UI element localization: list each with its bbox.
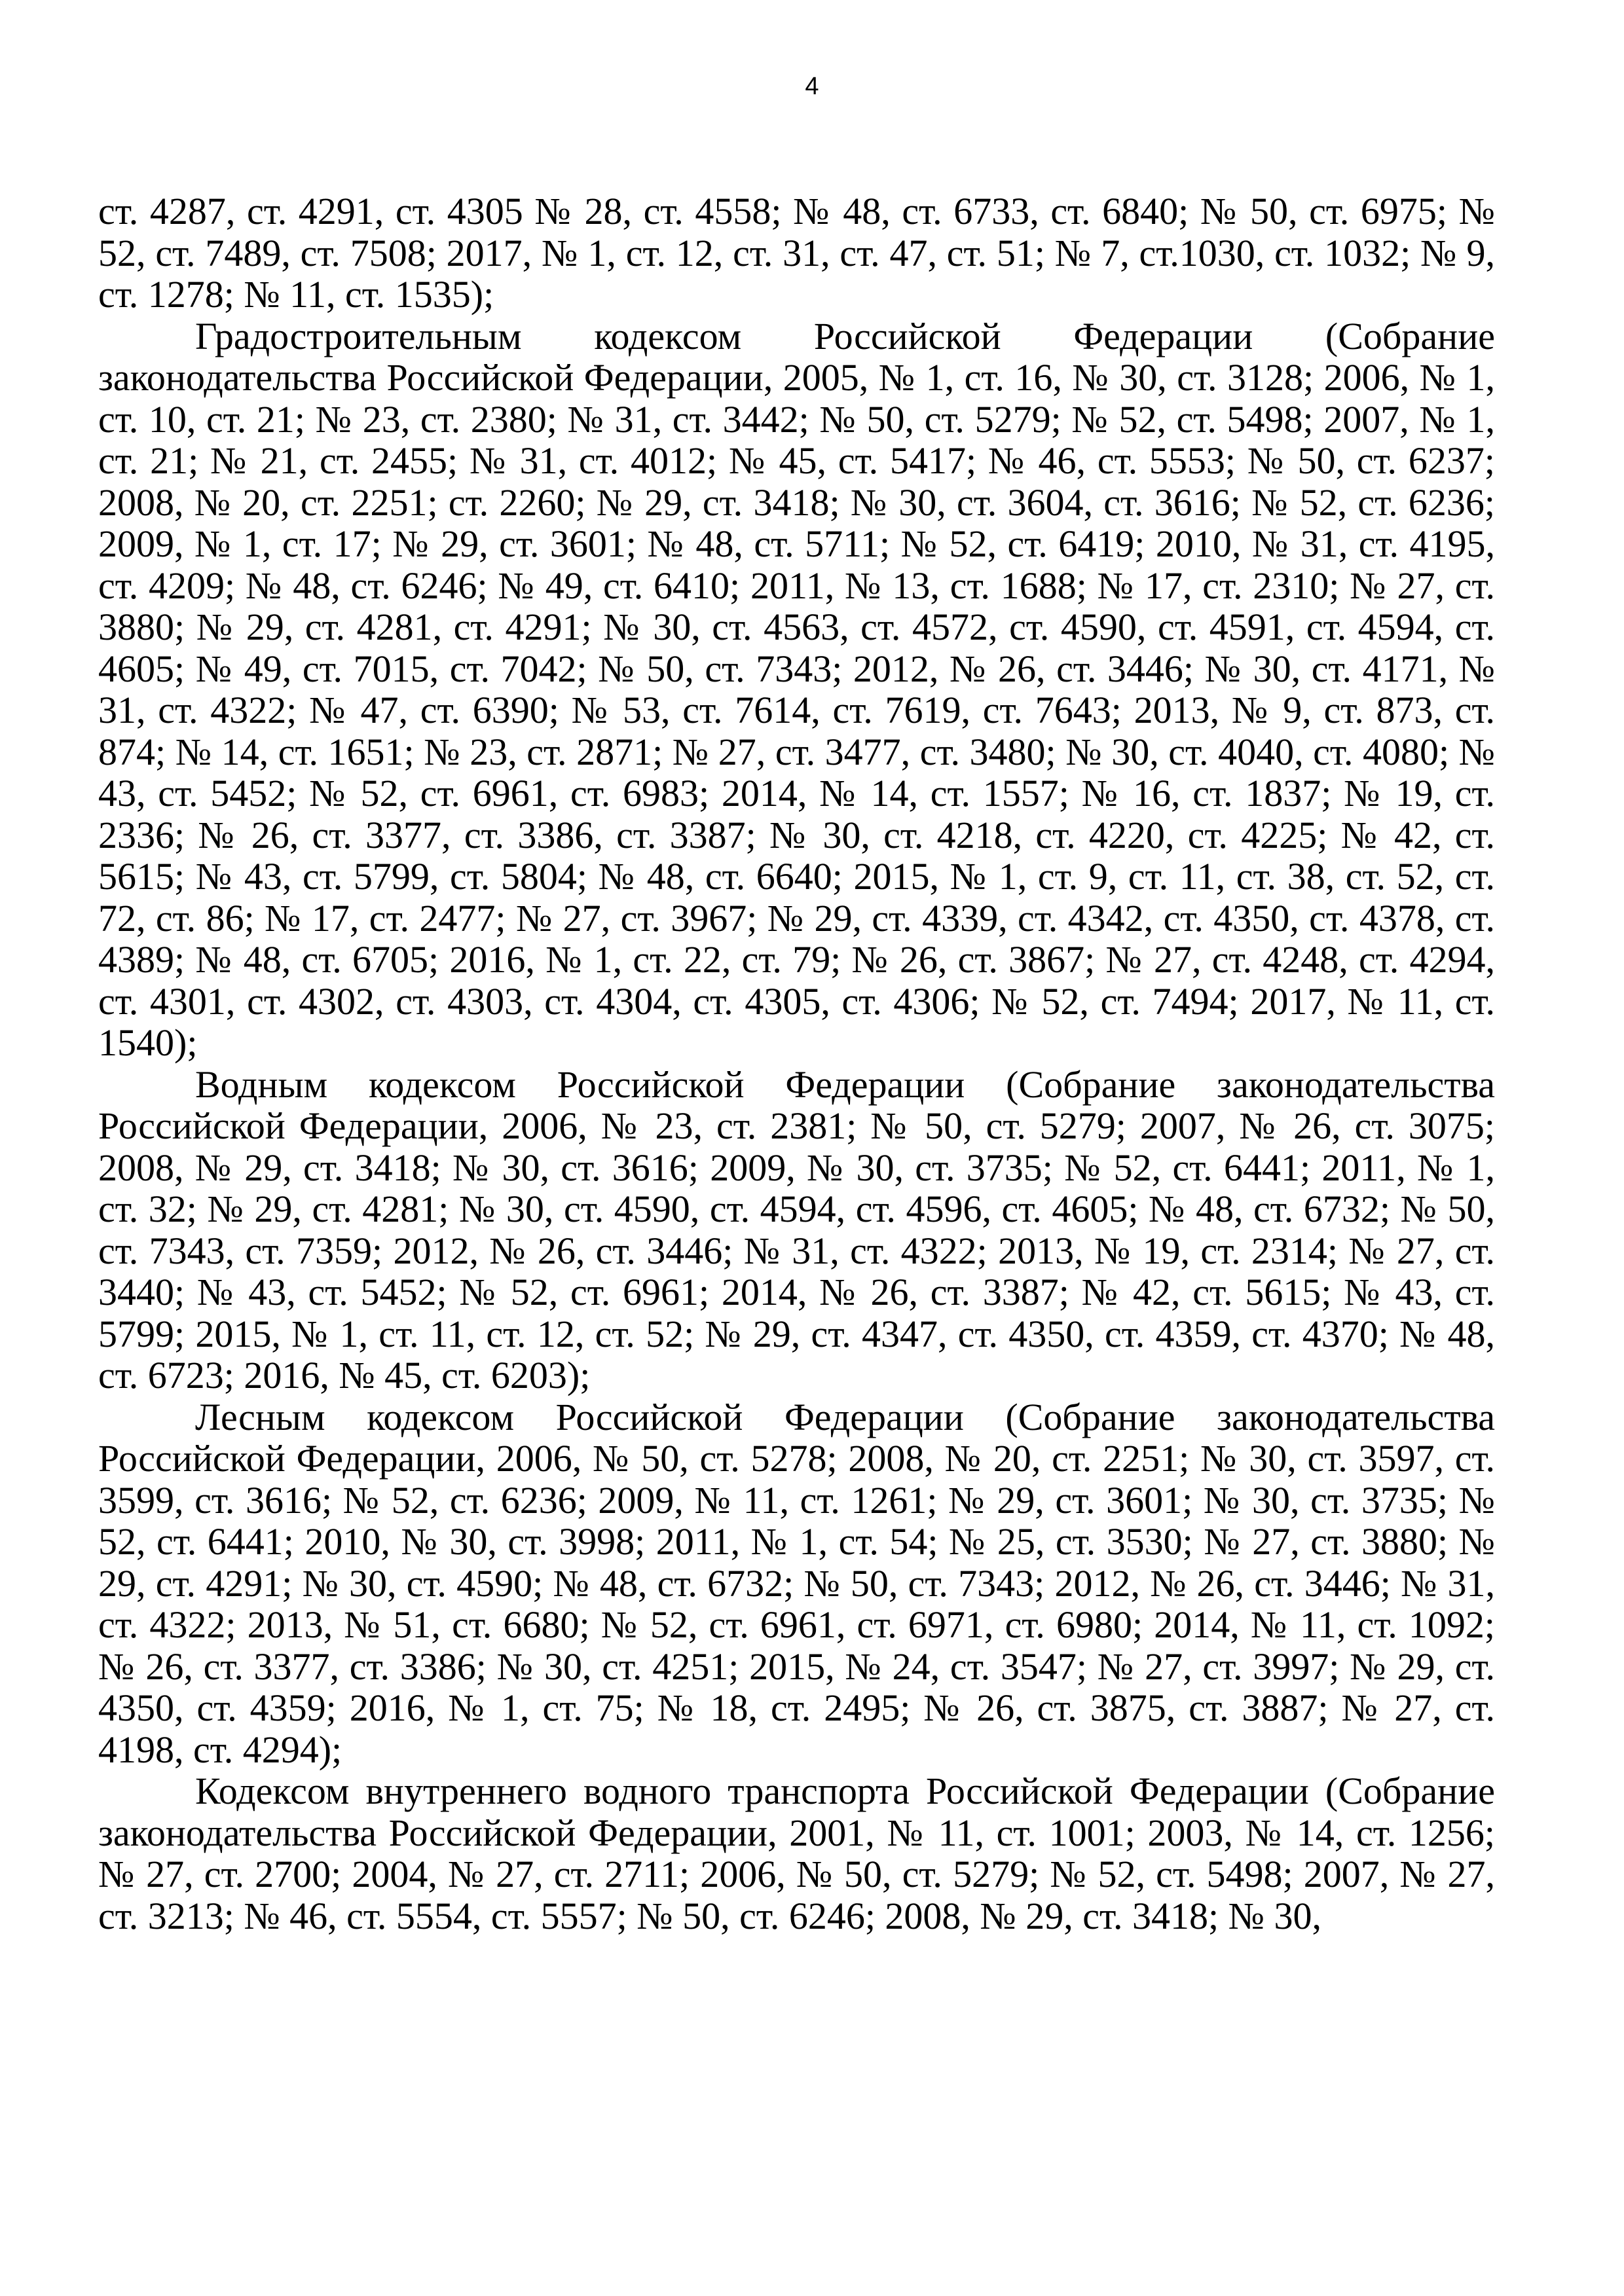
page-number: 4 xyxy=(805,73,819,100)
paragraph-water-code: Водным кодексом Российской Федерации (Собрание законодательства Российской Федерации, 2006, № 23, ст. 2381; № 50, ст. 5279; 2007, № 26, ст. 3075; 2008, № 29, ст. 3418; № 30, ст. 3616; 2009, № 30, ст. 3735; № 52, ст. 6441; 2011, № 1, ст. 32; № 29, ст. 4281; № 30, ст. 4590, ст. 4594, ст. 4596, ст. 4605; № 48, ст. 6732; № 50, ст. 7343, ст. 7359; 2012, № 26, ст. 3446; № 31, ст. 4322; 2013, № 19, ст. 2314; № 27, ст. 3440; № 43, ст. 5452; № 52, ст. 6961; 2014, № 26, ст. 3387; № 42, ст. 5615; № 43, ст. 5799; 2015, № 1, ст. 11, ст. 12, ст. 52; № 29, ст. 4347, ст. 4350, ст. 4359, ст. 4370; № 48, ст. 6723; 2016, № 45, ст. 6203); xyxy=(98,1063,1495,1396)
paragraph-urban-planning-code: Градостроительным кодексом Российской Федерации (Собрание законодательства Российской Федерации, 2005, № 1, ст. 16, № 30, ст. 3128; 2006, № 1, ст. 10, ст. 21; № 23, ст. 2380; № 31, ст. 3442; № 50, ст. 5279; № 52, ст. 5498; 2007, № 1, ст. 21; № 21, ст. 2455; № 31, ст. 4012; № 45, ст. 5417; № 46, ст. 5553; № 50, ст. 6237; 2008, № 20, ст. 2251; ст. 2260; № 29, ст. 3418; № 30, ст. 3604, ст. 3616; № 52, ст. 6236; 2009, № 1, ст. 17; № 29, ст. 3601; № 48, ст. 5711; № 52, ст. 6419; 2010, № 31, ст. 4195, ст. 4209; № 48, ст. 6246; № 49, ст. 6410; 2011, № 13, ст. 1688; № 17, ст. 2310; № 27, ст. 3880; № 29, ст. 4281, ст. 4291; № 30, ст. 4563, ст. 4572, ст. 4590, ст. 4591, ст. 4594, ст. 4605; № 49, ст. 7015, ст. 7042; № 50, ст. 7343; 2012, № 26, ст. 3446; № 30, ст. 4171, № 31, ст. 4322; № 47, ст. 6390; № 53, ст. 7614, ст. 7619, ст. 7643; 2013, № 9, ст. 873, ст. 874; № 14, ст. 1651; № 23, ст. 2871; № 27, ст. 3477, ст. 3480; № 30, ст. 4040, ст. 4080; № 43, ст. 5452; № 52, ст. 6961, ст. 6983; 2014, № 14, ст. 1557; № 16, ст. 1837; № 19, ст. 2336; № 26, ст. 3377, ст. 3386, ст. 3387; № 30, ст. 4218, ст. 4220, ст. 4225; № 42, ст. 5615; № 43, ст. 5799, ст. 5804; № 48, ст. 6640; 2015, № 1, ст. 9, ст. 11, ст. 38, ст. 52, ст. 72, ст. 86; № 17, ст. 2477; № 27, ст. 3967; № 29, ст. 4339, ст. 4342, ст. 4350, ст. 4378, ст. 4389; № 48, ст. 6705; 2016, № 1, ст. 22, ст. 79; № 26, ст. 3867; № 27, ст. 4248, ст. 4294, ст. 4301, ст. 4302, ст. 4303, ст. 4304, ст. 4305, ст. 4306; № 52, ст. 7494; 2017, № 11, ст. 1540); xyxy=(98,314,1495,1064)
document-body xyxy=(98,191,1495,1937)
paragraph-inland-water-transport-code: Кодексом внутреннего водного транспорта Российской Федерации (Собрание законодательства Российской Федерации, 2001, № 11, ст. 1001; 2003, № 14, ст. 1256; № 27, ст. 2700; 2004, № 27, ст. 2711; 2006, № 50, ст. 5279; № 52, ст. 5498; 2007, № 27, ст. 3213; № 46, ст. 5554, ст. 5557; № 50, ст. 6246; 2008, № 29, ст. 3418; № 30, xyxy=(98,1770,1495,1937)
paragraph-forest-code: Лесным кодексом Российской Федерации (Собрание законодательства Российской Федерации, 2006, № 50, ст. 5278; 2008, № 20, ст. 2251; № 30, ст. 3597, ст. 3599, ст. 3616; № 52, ст. 6236; 2009, № 11, ст. 1261; № 29, ст. 3601; № 30, ст. 3735; № 52, ст. 6441; 2010, № 30, ст. 3998; 2011, № 1, ст. 54; № 25, ст. 3530; № 27, ст. 3880; № 29, ст. 4291; № 30, ст. 4590; № 48, ст. 6732; № 50, ст. 7343; 2012, № 26, ст. 3446; № 31, ст. 4322; 2013, № 51, ст. 6680; № 52, ст. 6961, ст. 6971, ст. 6980; 2014, № 11, ст. 1092; № 26, ст. 3377, ст. 3386; № 30, ст. 4251; 2015, № 24, ст. 3547; № 27, ст. 3997; № 29, ст. 4350, ст. 4359; 2016, № 1, ст. 75; № 18, ст. 2495; № 26, ст. 3875, ст. 3887; № 27, ст. 4198, ст. 4294); xyxy=(98,1395,1495,1771)
paragraph-continuation: ст. 4287, ст. 4291, ст. 4305 № 28, ст. 4558; № 48, ст. 6733, ст. 6840; № 50, ст. 6975; № 52, ст. 7489, ст. 7508; 2017, № 1, ст. 12, ст. 31, ст. 47, ст. 51; № 7, ст.1030, ст. 1032; № 9, ст. 1278; № 11, ст. 1535); xyxy=(98,190,1495,316)
